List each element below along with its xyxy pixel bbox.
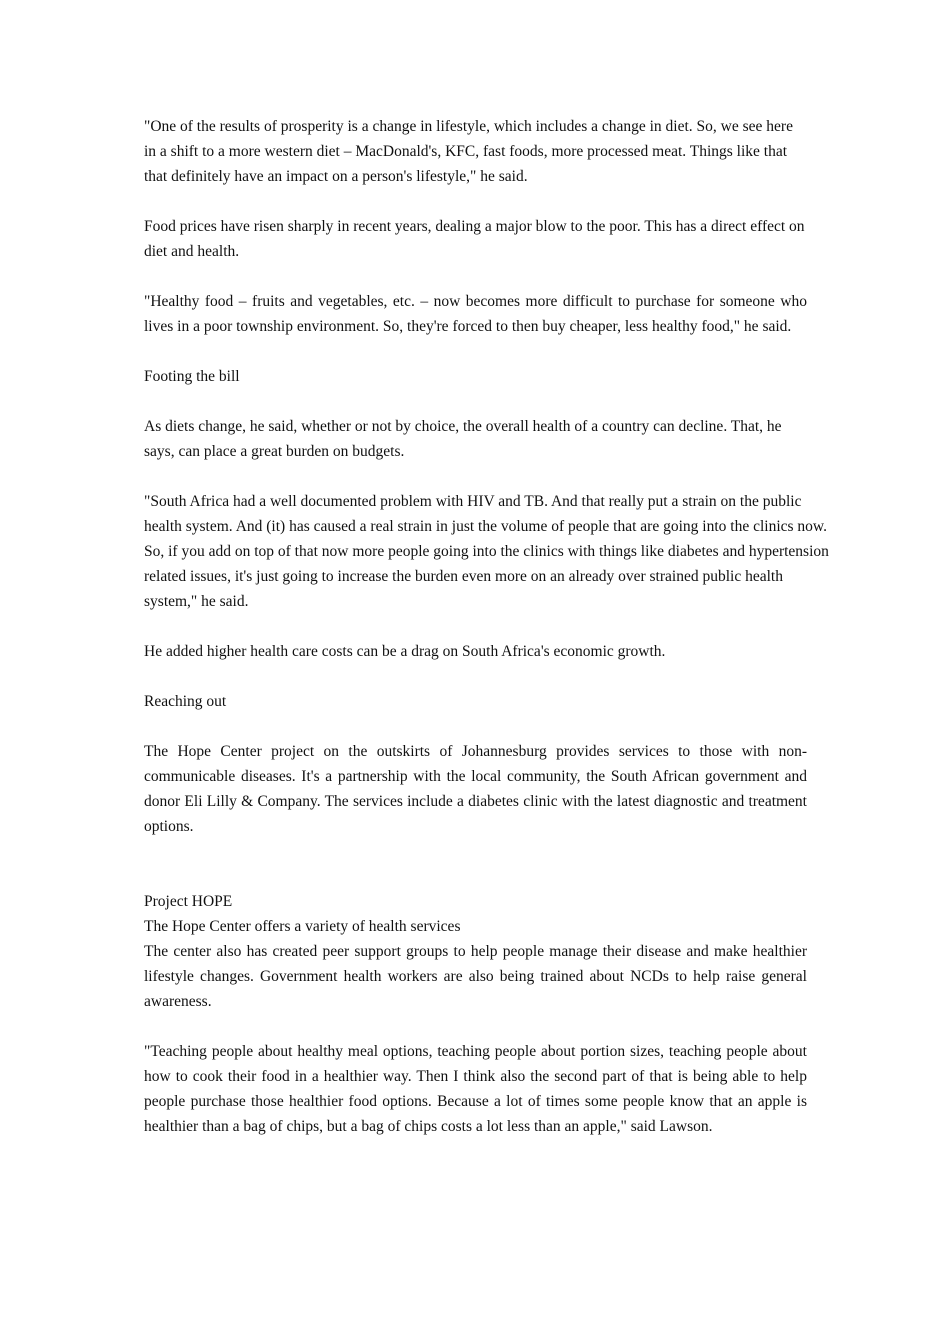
paragraph-hope-center: The Hope Center project on the outskirts of Johannesburg provides services to those with non-communicable diseases. It's a partnership with the local community, the South African government and donor Eli Lilly & Company. The services include a diabetes clinic with the latest diagnostic and treatment options. bbox=[144, 743, 807, 835]
paragraph-health-decline: As diets change, he said, whether or not by choice, the overall health of a country can decline. That, he says, can place a great burden on budgets. bbox=[144, 418, 782, 460]
paragraph-diet-change-quote: "One of the results of prosperity is a change in lifestyle, which includes a change in diet. So, we see here in a shift to a more western diet – MacDonald's, KFC, fast foods, more processed meat. Things like that that definitely have an impact on a person's lifestyle," he said. bbox=[144, 118, 793, 185]
paragraph-peer-support: The center also has created peer support groups to help people manage their disease and make healthier lifestyle changes. Government health workers are also being trained about NCDs to help raise general awareness. bbox=[144, 943, 807, 1010]
subheading-reaching-out: Reaching out bbox=[144, 693, 227, 710]
image-caption-credit: Project HOPE bbox=[144, 893, 233, 910]
paragraph-healthy-food-quote: "Healthy food – fruits and vegetables, etc. – now becomes more difficult to purchase for someone who lives in a poor township environment. So, they're forced to then buy cheaper, less healthy food," he said. bbox=[144, 293, 807, 335]
paragraph-hiv-tb-quote: "South Africa had a well documented problem with HIV and TB. And that really put a strain on the public health system. And (it) has caused a real strain in just the volume of people that are going into the clinics now. So, if you add on top of that now more people going into the clinics with things like diabetes and hypertension related issues, it's just going to increase the burden even more on an already over strained public health system," he said. bbox=[144, 493, 829, 610]
document-body bbox=[144, 114, 829, 1139]
paragraph-teaching-quote: "Teaching people about healthy meal options, teaching people about portion sizes, teaching people about how to cook their food in a healthier way. Then I think also the second part of that is being able to help people purchase those healthier food options. Because a lot of times some people know that an apple is healthier than a bag of chips, but a bag of chips costs a lot less than an apple," said Lawson. bbox=[144, 1043, 807, 1135]
image-caption-text: The Hope Center offers a variety of health services bbox=[144, 918, 461, 935]
subheading-footing-the-bill: Footing the bill bbox=[144, 368, 240, 385]
paragraph-food-prices: Food prices have risen sharply in recent years, dealing a major blow to the poor. This has a direct effect on diet and health. bbox=[144, 218, 805, 260]
paragraph-health-costs: He added higher health care costs can be a drag on South Africa's economic growth. bbox=[144, 643, 666, 660]
